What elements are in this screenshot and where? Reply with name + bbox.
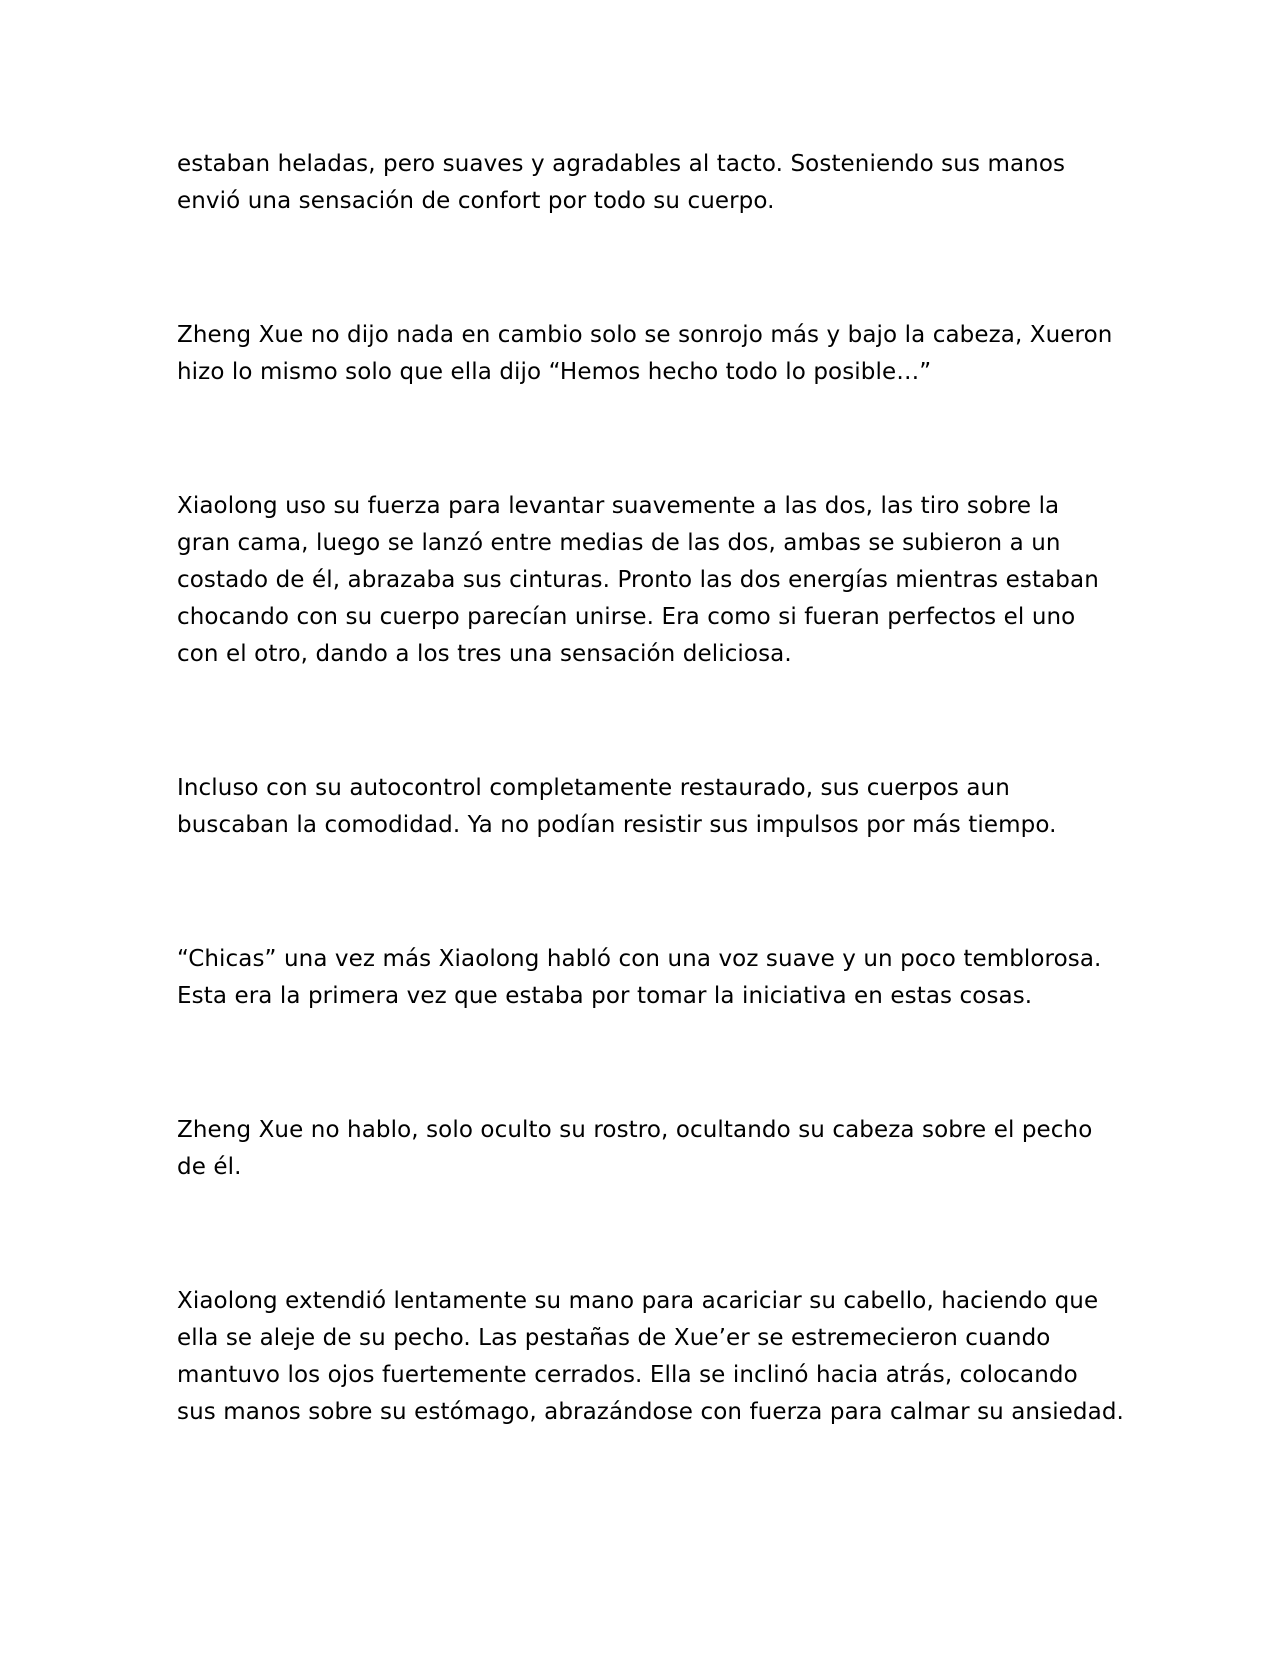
text-line: Zheng Xue no hablo, solo oculto su rostro, ocultando su cabeza sobre el pecho	[177, 1117, 1093, 1143]
paragraph-3	[177, 488, 1117, 673]
document-body	[177, 146, 1124, 1528]
text-line: envió una sensación de confort por todo su cuerpo.	[177, 188, 775, 214]
paragraph-7	[177, 1283, 1124, 1431]
paragraph-1	[177, 146, 1117, 220]
text-line: estaban heladas, pero suaves y agradables al tacto. Sosteniendo sus manos	[177, 151, 1066, 177]
paragraph-6	[177, 1112, 1117, 1186]
text-line: de él.	[177, 1154, 242, 1180]
text-line: costado de él, abrazaba sus cinturas. Pronto las dos energías mientras estaban	[177, 567, 1099, 593]
text-line: Zheng Xue no dijo nada en cambio solo se sonrojo más y bajo la cabeza, Xueron	[177, 322, 1113, 348]
text-line: Xiaolong extendió lentamente su mano para acariciar su cabello, haciendo que	[177, 1288, 1099, 1314]
paragraph-2	[177, 317, 1117, 391]
text-line: mantuvo los ojos fuertemente cerrados. Ella se inclinó hacia atrás, colocando	[177, 1362, 1078, 1388]
text-line: ella se aleje de su pecho. Las pestañas de Xue’er se estremecieron cuando	[177, 1325, 1051, 1351]
text-line: hizo lo mismo solo que ella dijo “Hemos hecho todo lo posible…”	[177, 359, 932, 385]
text-line: con el otro, dando a los tres una sensación deliciosa.	[177, 641, 792, 667]
text-line: sus manos sobre su estómago, abrazándose con fuerza para calmar su ansiedad.	[177, 1399, 1124, 1425]
text-line: Xiaolong uso su fuerza para levantar suavemente a las dos, las tiro sobre la	[177, 493, 1060, 519]
text-line: “Chicas” una vez más Xiaolong habló con una voz suave y un poco temblorosa.	[177, 946, 1102, 972]
text-line: Esta era la primera vez que estaba por tomar la iniciativa en estas cosas.	[177, 983, 1033, 1009]
paragraph-4	[177, 770, 1117, 844]
paragraph-5	[177, 941, 1117, 1015]
text-line: gran cama, luego se lanzó entre medias de las dos, ambas se subieron a un	[177, 530, 1061, 556]
text-line: buscaban la comodidad. Ya no podían resistir sus impulsos por más tiempo.	[177, 812, 1057, 838]
text-line: Incluso con su autocontrol completamente restaurado, sus cuerpos aun	[177, 775, 1010, 801]
text-line: chocando con su cuerpo parecían unirse. Era como si fueran perfectos el uno	[177, 604, 1076, 630]
